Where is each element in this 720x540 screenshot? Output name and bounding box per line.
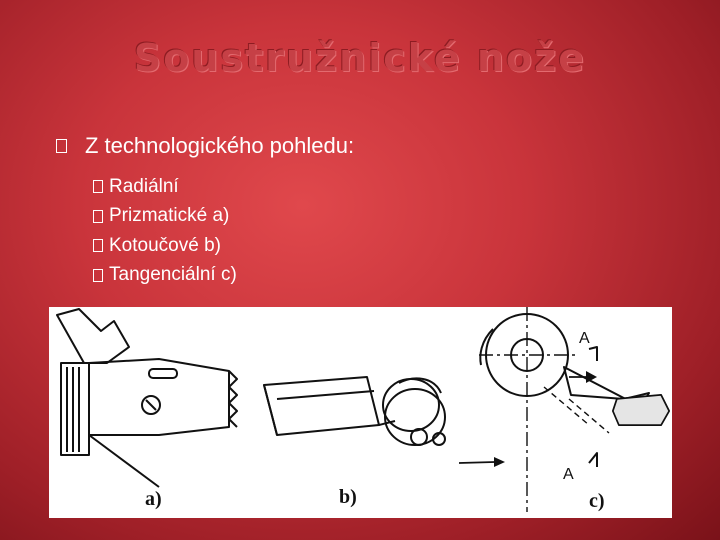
list-item [93,231,237,261]
bullet-box-icon [93,239,103,252]
section-mark-bottom: A [563,466,574,483]
list-item-label: Kotoučové b) [109,234,221,256]
figure-label-c: c) [589,490,605,512]
bullet-main [56,133,354,159]
section-mark-top: A [579,330,590,347]
list-item [93,202,237,232]
figure-label-a: a) [145,488,162,510]
list-item [93,172,237,202]
sub-list [93,172,237,290]
figure-label-b: b) [339,486,357,508]
list-item-label: Radiální [109,175,179,197]
bullet-box-icon [93,210,103,223]
bullet-box-icon [56,139,67,153]
bullet-main-text: Z technologického pohledu: [85,133,355,158]
bullet-box-icon [93,180,103,193]
list-item-label: Tangenciální c) [109,264,237,286]
tool-types-figure [49,307,672,518]
tool-drawings [49,307,672,518]
prismatic-tool-drawing [57,309,237,487]
slide-title: Soustružnické nože [133,36,587,80]
list-item-label: Prizmatické a) [109,205,230,227]
circular-tool-drawing [264,377,445,445]
list-item [93,261,237,291]
bullet-box-icon [93,269,103,282]
